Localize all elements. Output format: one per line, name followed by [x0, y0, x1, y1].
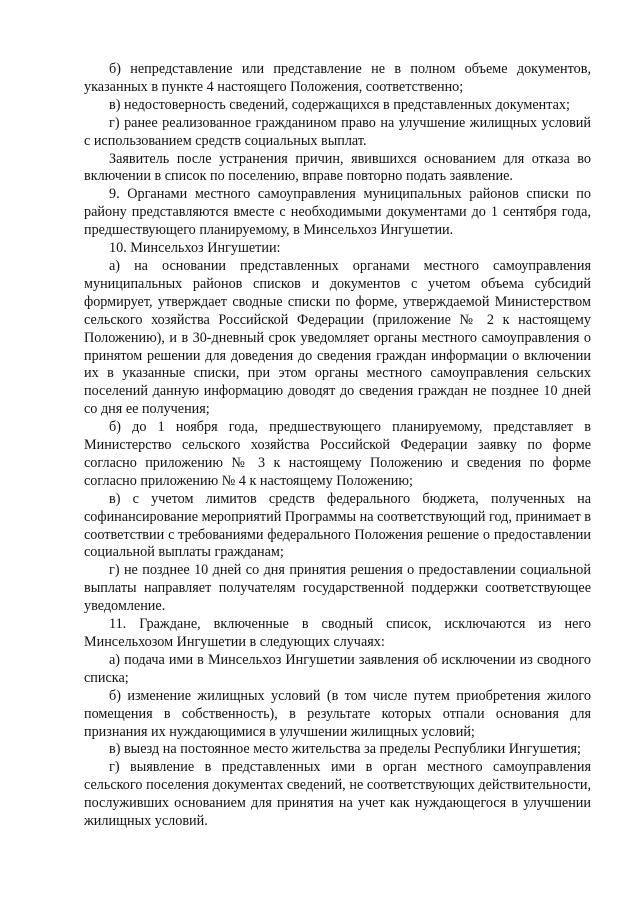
paragraph-10b: б) до 1 ноября года, предшествующего планируемому, представляет в Министерство сельского хозяйства Российской Федерации заявку по форме согласно приложению № 3 к настоящему Положению и сведения по форме согласно приложению № 4 к настоящему Положению;: [84, 419, 591, 489]
paragraph-9: 9. Органами местного самоуправления муниципальных районов списки по району представляются вместе с необходимыми документами до 1 сентября года, предшествующего планируемому, в Минсельхоз Ингушетии.: [84, 186, 591, 239]
paragraph-10g: г) не позднее 10 дней со дня принятия решения о предоставлении социальной выплаты направляет получателям государственной поддержки соответствующее уведомление.: [84, 562, 591, 615]
paragraph-8v: в) недостоверность сведений, содержащихся в представленных документах;: [109, 96, 570, 113]
paragraph-11b: б) изменение жилищных условий (в том числе путем приобретения жилого помещения в собственность), в результате которых отпали основания для признания их нуждающимися в улучшении жилищных условий;: [84, 687, 591, 740]
paragraph-10a: а) на основании представленных органами местного самоуправления муниципальных районов списков и документов с учетом объема субсидий формирует, утверждает сводные списки по форме, утверждаемой Министерством сельского хозяйства Российской Федерации (приложение № 2 к настоящему Положению), и в 30-дневный срок уведомляет органы местного самоуправления о принятом решении для доведения до сведения граждан информации о включении их в указанные списки, при этом органы местного самоуправления сельских поселений данную информацию доводят до сведения граждан не позднее 10 дней со дня ее получения;: [84, 257, 591, 418]
paragraph-10v: в) с учетом лимитов средств федерального бюджета, полученных на софинансирование мероприятий Программы на соответствующий год, принимает в соответствии с требованиями федерального Положения решение о предоставлении социальной выплаты гражданам;: [84, 490, 591, 561]
paragraph-8b: б) непредставление или представление не в полном объеме документов, указанных в пункте 4 настоящего Положения, соответственно;: [84, 61, 591, 95]
paragraph-11: 11. Граждане, включенные в сводный список, исключаются из него Минсельхозом Ингушетии в следующих случаях:: [84, 616, 591, 650]
paragraph-reapply: Заявитель после устранения причин, явившихся основанием для отказа во включении в список по поселению, вправе повторно подать заявление.: [84, 150, 591, 185]
paragraph-10: 10. Минсельхоз Ингушетии:: [109, 240, 281, 257]
paragraph-11a: а) подача ими в Минсельхоз Ингушетии заявления об исключении из сводного списка;: [84, 651, 591, 686]
document-body: [84, 61, 591, 831]
paragraph-11v: в) выезд на постоянное место жительства за пределы Республики Ингушетия;: [109, 741, 581, 758]
paragraph-11g: г) выявление в представленных ими в орган местного самоуправления сельского поселения документах сведений, не соответствующих действительности, послуживших основанием для принятия на учет как нуждающегося в улучшении жилищных условий.: [84, 759, 591, 830]
paragraph-8g: г) ранее реализованное гражданином право на улучшение жилищных условий с использованием средств социальных выплат.: [84, 114, 591, 149]
